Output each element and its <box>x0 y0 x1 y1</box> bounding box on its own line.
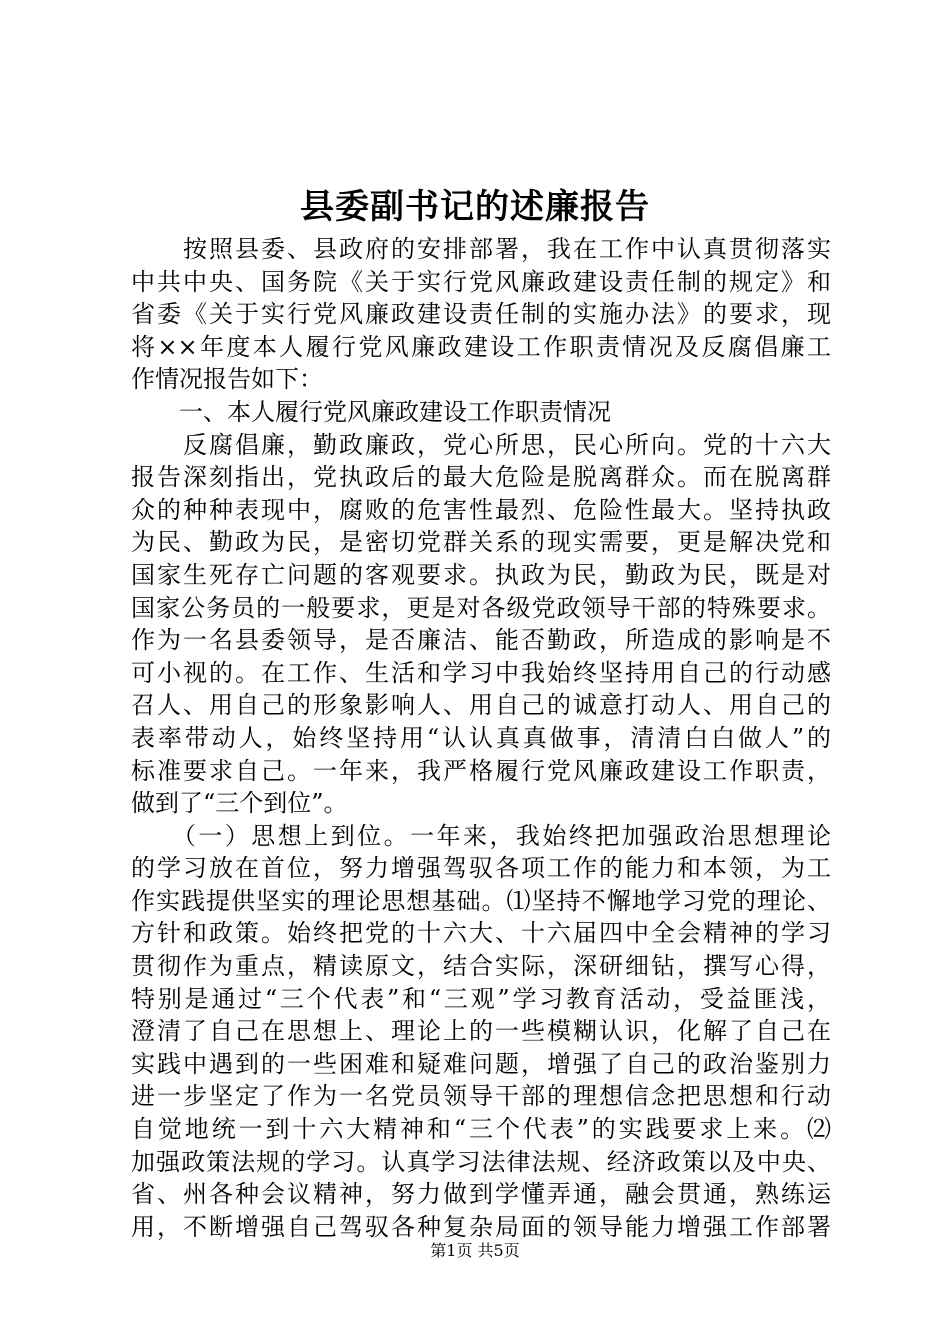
text-line: 省、州各种会议精神，努力做到学懂弄通，融会贯通，熟练运 <box>131 1180 831 1209</box>
text-line: 澄清了自己在思想上、理论上的一些模糊认识，化解了自己在 <box>131 1017 831 1046</box>
text-line: 中共中央、国务院《关于实行党风廉政建设责任制的规定》和 <box>131 267 831 296</box>
text-line: 一、本人履行党风廉政建设工作职责情况 <box>131 397 611 426</box>
text-line: 贯彻作为重点，精读原文，结合实际，深研细钻，撰写心得， <box>131 952 831 981</box>
text-line: 自觉地统一到十六大精神和“三个代表”的实践要求上来。⑵ <box>131 1115 831 1144</box>
text-line: 国家公务员的一般要求，更是对各级党政领导干部的特殊要求。 <box>131 593 831 622</box>
text-line: 将××年度本人履行党风廉政建设工作职责情况及反腐倡廉工 <box>131 332 831 361</box>
page-footer: 第1页 共5页 <box>430 1241 520 1260</box>
text-line: 召人、用自己的形象影响人、用自己的诚意打动人、用自己的 <box>131 691 831 720</box>
document-title: 县委副书记的述廉报告 <box>300 187 650 227</box>
text-line: 按照县委、县政府的安排部署，我在工作中认真贯彻落实 <box>131 235 831 263</box>
text-line: 作为一名县委领导，是否廉洁、能否勤政，所造成的影响是不 <box>131 626 831 655</box>
text-line: 众的种种表现中，腐败的危害性最烈、危险性最大。坚持执政 <box>131 495 831 524</box>
text-line: 可小视的。在工作、生活和学习中我始终坚持用自己的行动感 <box>131 658 831 687</box>
text-line: 实践中遇到的一些困难和疑难问题，增强了自己的政治鉴别力 <box>131 1049 831 1078</box>
text-line: 国家生死存亡问题的客观要求。执政为民，勤政为民，既是对 <box>131 560 831 589</box>
text-line: 为民、勤政为民，是密切党群关系的现实需要，更是解决党和 <box>131 528 831 557</box>
text-line: 加强政策法规的学习。认真学习法律法规、经济政策以及中央、 <box>131 1147 831 1176</box>
text-line: 做到了“三个到位”。 <box>131 789 348 818</box>
document-body <box>131 233 831 1243</box>
text-line: 作情况报告如下： <box>131 365 323 394</box>
text-line: 报告深刻指出，党执政后的最大危险是脱离群众。而在脱离群 <box>131 463 831 492</box>
text-line: 用，不断增强自己驾驭各种复杂局面的领导能力增强工作部署 <box>131 1212 831 1241</box>
text-line: 表率带动人，始终坚持用“认认真真做事，清清白白做人”的 <box>131 723 831 752</box>
text-line: 省委《关于实行党风廉政建设责任制的实施办法》的要求，现 <box>131 300 831 329</box>
text-line: 作实践提供坚实的理论思想基础。⑴坚持不懈地学习党的理论、 <box>131 886 831 915</box>
text-line: 标准要求自己。一年来，我严格履行党风廉政建设工作职责， <box>131 756 831 785</box>
text-line: （一）思想上到位。一年来，我始终把加强政治思想理论 <box>131 821 831 850</box>
text-line: 进一步坚定了作为一名党员领导干部的理想信念把思想和行动 <box>131 1082 831 1111</box>
text-line: 方针和政策。始终把党的十六大、十六届四中全会精神的学习 <box>131 919 831 948</box>
text-line: 特别是通过“三个代表”和“三观”学习教育活动，受益匪浅， <box>131 984 831 1013</box>
text-line: 反腐倡廉，勤政廉政，党心所思，民心所向。党的十六大 <box>131 430 831 459</box>
text-line: 的学习放在首位，努力增强驾驭各项工作的能力和本领，为工 <box>131 854 831 883</box>
